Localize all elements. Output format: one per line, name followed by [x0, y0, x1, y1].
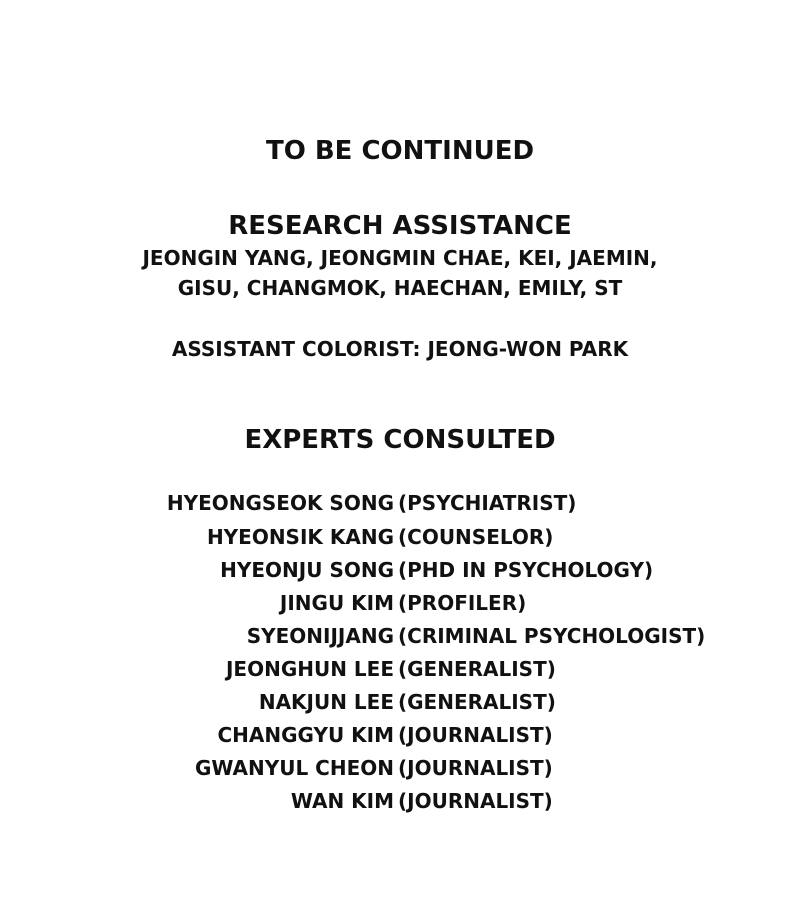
expert-row: [0, 723, 800, 747]
expert-name: SYEONIJJANG: [246, 624, 394, 648]
expert-row: [0, 789, 800, 813]
expert-name: JINGU KIM: [279, 591, 394, 615]
experts-consulted-heading: EXPERTS CONSULTED: [244, 425, 556, 455]
expert-row: [0, 624, 800, 648]
expert-name: WAN KIM: [290, 789, 394, 813]
expert-row: [0, 657, 800, 681]
research-assistance-names-line-1: JEONGIN YANG, JEONGMIN CHAE, KEI, JAEMIN,: [142, 246, 658, 270]
expert-role: (CRIMINAL PSYCHOLOGIST): [398, 624, 706, 648]
expert-name: JEONGHUN LEE: [225, 657, 394, 681]
expert-row: [0, 690, 800, 714]
expert-role: (JOURNALIST): [398, 723, 553, 747]
expert-name: NAKJUN LEE: [258, 690, 394, 714]
expert-role: (JOURNALIST): [398, 789, 553, 813]
research-assistance-names-line-2: GISU, CHANGMOK, HAECHAN, EMILY, ST: [177, 276, 623, 300]
expert-name: HYEONSIK KANG: [206, 525, 394, 549]
research-assistance-heading: RESEARCH ASSISTANCE: [228, 211, 572, 241]
expert-row: [0, 591, 800, 615]
expert-row: [0, 756, 800, 780]
expert-name: GWANYUL CHEON: [194, 756, 394, 780]
expert-name: CHANGGYU KIM: [217, 723, 394, 747]
expert-name: HYEONGSEOK SONG: [166, 491, 394, 515]
expert-row: [0, 525, 800, 549]
expert-role: (GENERALIST): [398, 690, 556, 714]
to-be-continued-title: TO BE CONTINUED: [265, 136, 535, 166]
expert-role: (JOURNALIST): [398, 756, 553, 780]
expert-role: (PSYCHIATRIST): [398, 491, 577, 515]
expert-role: (PROFILER): [398, 591, 527, 615]
expert-name: HYEONJU SONG: [220, 558, 394, 582]
expert-role: (COUNSELOR): [398, 525, 554, 549]
assistant-colorist-credit: ASSISTANT COLORIST: JEONG-WON PARK: [171, 337, 629, 361]
expert-role: (PHD IN PSYCHOLOGY): [398, 558, 654, 582]
expert-role: (GENERALIST): [398, 657, 556, 681]
expert-row: [0, 558, 800, 582]
expert-row: [0, 491, 800, 515]
